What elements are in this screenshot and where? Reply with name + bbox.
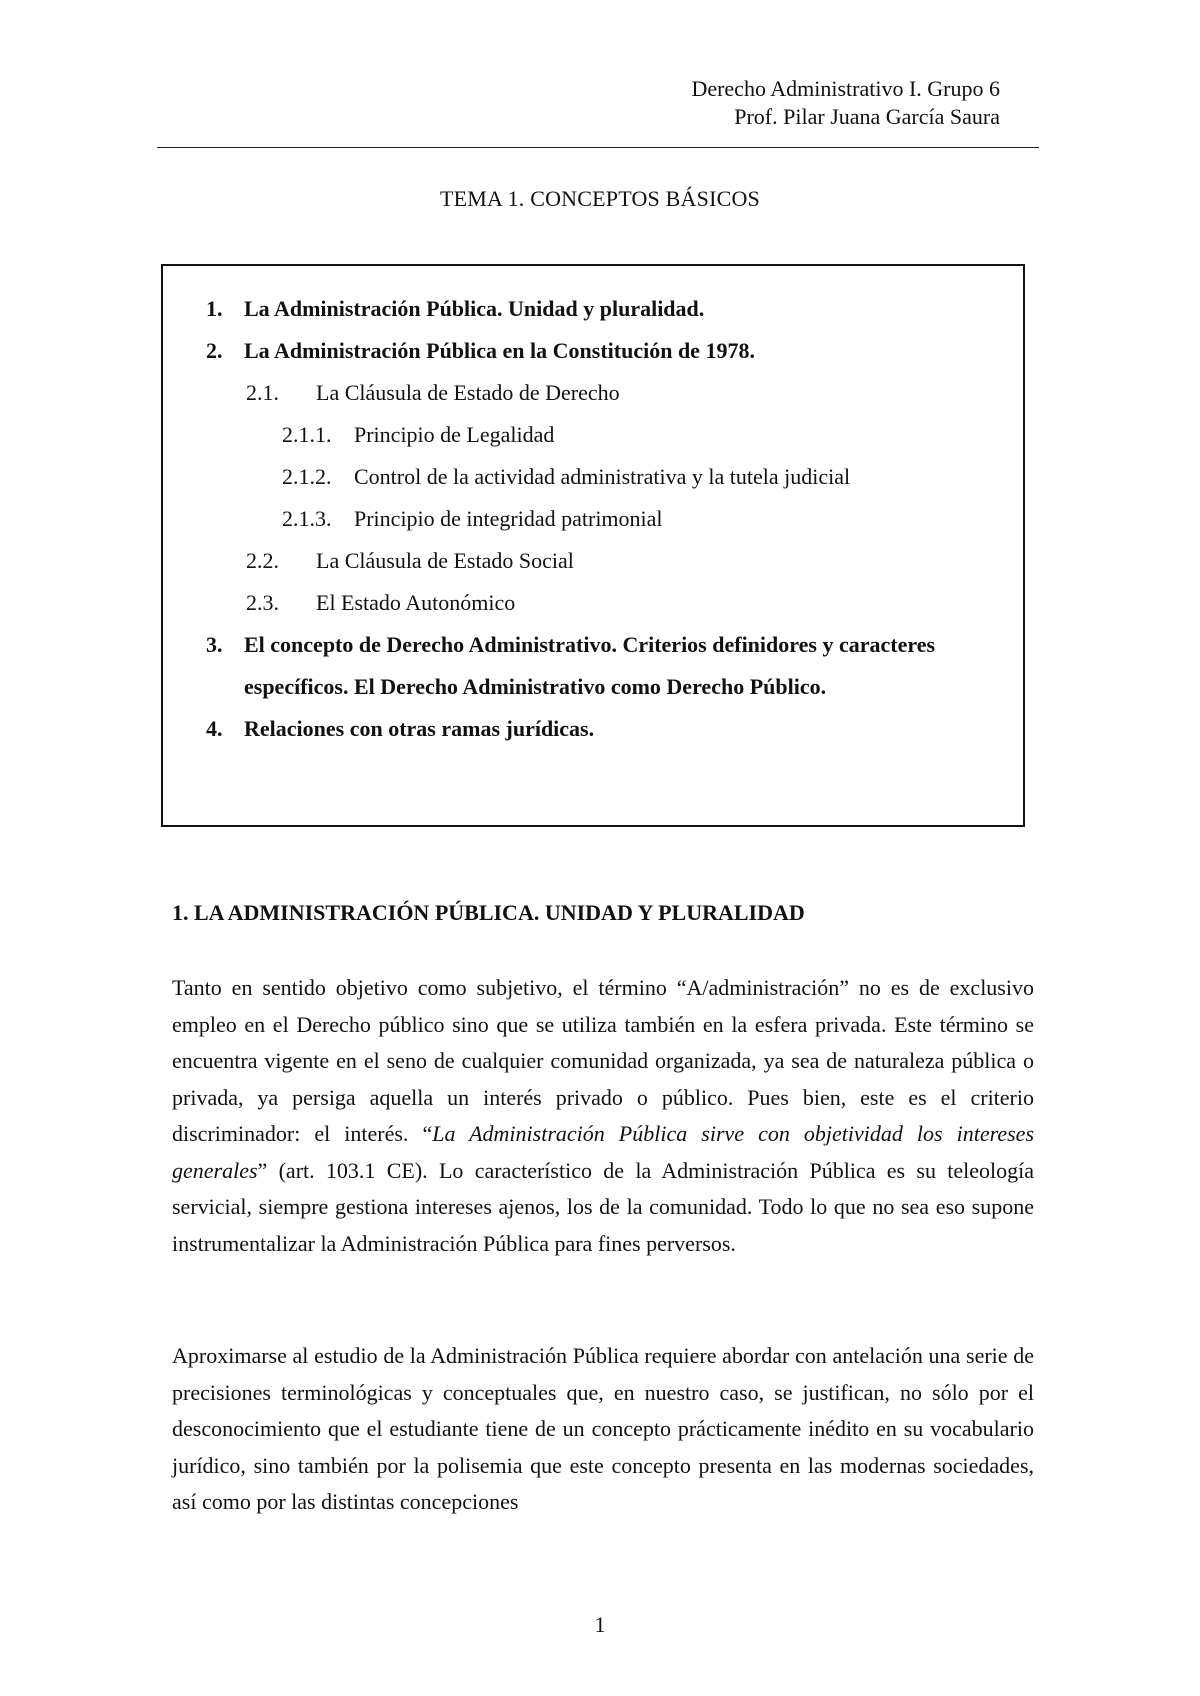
toc-number: 2. xyxy=(206,338,223,363)
toc-text: Principio de Legalidad xyxy=(354,422,555,447)
page-number: 1 xyxy=(594,1612,606,1637)
toc-text: específicos. El Derecho Administrativo como Derecho Público. xyxy=(244,674,827,699)
page-title: TEMA 1. CONCEPTOS BÁSICOS xyxy=(440,186,760,211)
toc-number: 2.1.1. xyxy=(282,422,332,447)
toc-text: El Estado Autonómico xyxy=(316,590,516,615)
toc-number: 2.2. xyxy=(246,548,279,573)
header-course: Derecho Administrativo I. Grupo 6 xyxy=(691,76,1000,101)
paragraph-text: ” (art. 103.1 CE). Lo característico de la Administración Pública es su teleología servicial, siempre gestiona intereses ajenos, los de la comunidad. Todo lo que no sea eso supone instrumentalizar la Administración Pública para fines perversos. xyxy=(172,1157,1034,1256)
toc-text: El concepto de Derecho Administrativo. Criterios definidores y caracteres xyxy=(244,632,936,657)
toc-number: 2.1. xyxy=(246,380,279,405)
toc-text: La Cláusula de Estado Social xyxy=(316,548,574,573)
toc-number: 4. xyxy=(206,716,223,741)
toc-number: 2.1.2. xyxy=(282,464,332,489)
constitution-quote: La Administración Pública sirve con objetividad los intereses generales xyxy=(172,1121,1035,1183)
header-divider xyxy=(157,147,1039,148)
section-heading: 1. LA ADMINISTRACIÓN PÚBLICA. UNIDAD Y PLURALIDAD xyxy=(172,900,805,925)
header-professor: Prof. Pilar Juana García Saura xyxy=(734,104,1000,129)
toc-number: 2.1.3. xyxy=(282,506,332,531)
toc-text: Relaciones con otras ramas jurídicas. xyxy=(244,716,595,741)
toc-text: La Cláusula de Estado de Derecho xyxy=(316,380,620,405)
toc-text: La Administración Pública. Unidad y pluralidad. xyxy=(244,296,705,321)
toc-text: La Administración Pública en la Constitución de 1978. xyxy=(244,338,755,363)
toc-text: Principio de integridad patrimonial xyxy=(354,506,663,531)
toc-number: 2.3. xyxy=(246,590,279,615)
paragraph: Aproximarse al estudio de la Administración Pública requiere abordar con antelación una serie de precisiones terminológicas y conceptuales que, en nuestro caso, se justifican, no sólo por el desconocimiento que el estudiante tiene de un concepto prácticamente inédito en su vocabulario jurídico, sino también por la polisemia que este concepto presenta en las modernas sociedades, así como por las distintas concepciones xyxy=(172,1343,1034,1514)
paragraph-text: Tanto en sentido objetivo como subjetivo, el término “A/administración” no es de exclusivo empleo en el Derecho público sino que se utiliza también en la esfera privada. Este término se encuentra vigente en el seno de cualquier comunidad organizada, ya sea de naturaleza pública o privada, ya persiga aquella un interés privado o público. Pues bien, este es el criterio discriminador: el interés. “ xyxy=(172,975,1034,1146)
toc-number: 3. xyxy=(206,632,223,657)
paragraph xyxy=(172,970,1034,1262)
toc-text: Control de la actividad administrativa y la tutela judicial xyxy=(354,464,851,489)
toc-number: 1. xyxy=(206,296,223,321)
